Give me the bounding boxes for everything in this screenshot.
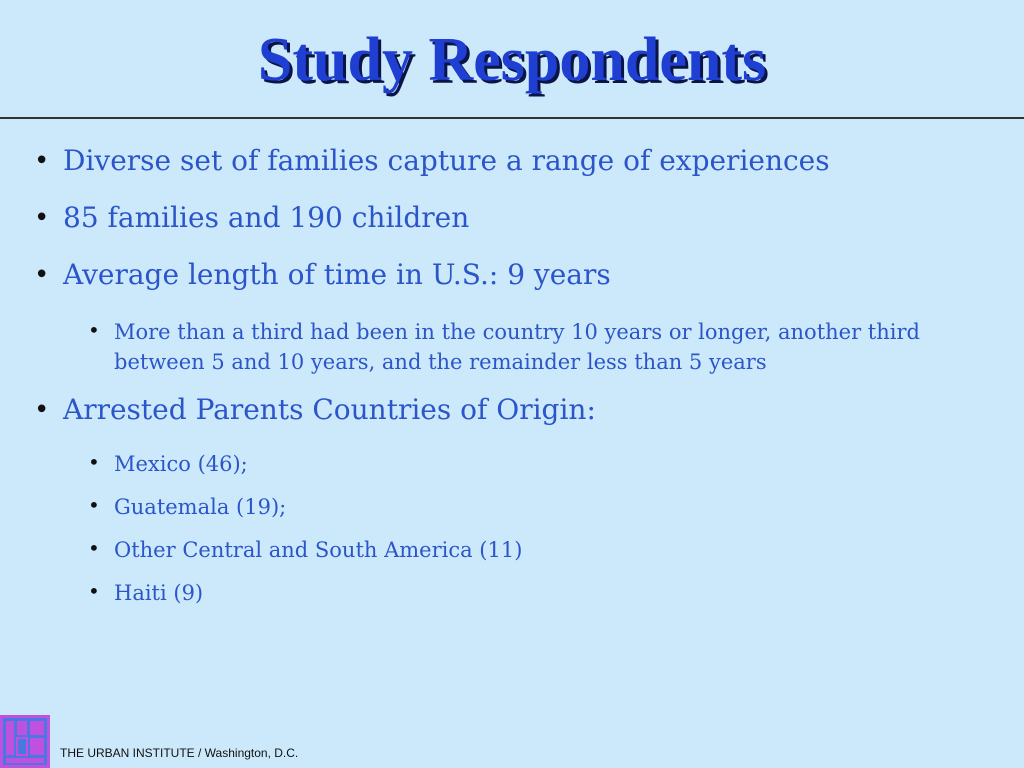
sub-bullet-text: Mexico (46); <box>114 452 248 476</box>
bullet-dot-icon: • <box>88 318 100 342</box>
bullet-text: 85 families and 190 children <box>63 201 470 234</box>
bullet-dot-icon: • <box>34 203 50 233</box>
bullet-dot-icon: • <box>88 450 100 474</box>
footer-text: THE URBAN INSTITUTE / Washington, D.C. <box>60 746 299 760</box>
bullet-dot-icon: • <box>88 493 100 517</box>
bullet-dot-icon: • <box>34 260 50 290</box>
bullet-dot-icon: • <box>88 579 100 603</box>
bullet-text: Diverse set of families capture a range of experiences <box>63 144 830 177</box>
sub-bullet-text: Other Central and South America (11) <box>114 538 523 562</box>
bullet-text: Arrested Parents Countries of Origin: <box>63 393 596 426</box>
sub-bullet-text: More than a third had been in the country 10 years or longer, another third between 5 and 10 years, and the remainder less than 5 years <box>114 320 920 374</box>
bullet-dot-icon: • <box>88 536 100 560</box>
sub-bullet-text: Haiti (9) <box>114 581 204 605</box>
bullet-dot-icon: • <box>34 146 50 176</box>
bullet-text: Average length of time in U.S.: 9 years <box>63 258 611 291</box>
urban-institute-logo-icon <box>0 715 50 768</box>
slide-title: Study Respondents <box>257 26 767 94</box>
bullet-dot-icon: • <box>34 395 50 425</box>
sub-bullet-text: Guatemala (19); <box>114 495 287 519</box>
